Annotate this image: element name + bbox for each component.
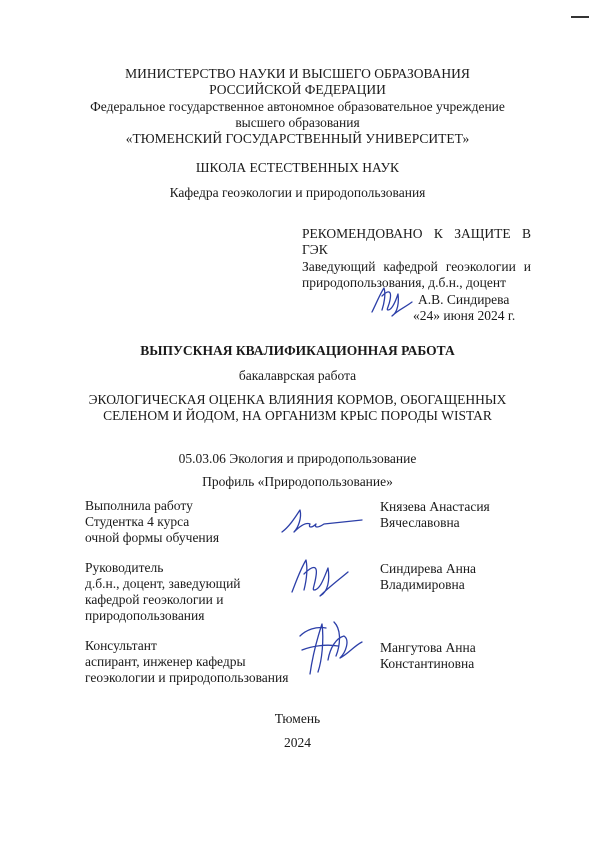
- person-2-name-line-2: Владимировна: [380, 577, 465, 592]
- supervisor-signature: [286, 552, 352, 598]
- work-subtype: бакалаврская работа: [238, 368, 357, 383]
- person-3-name-line-1: Мангутова Анна: [380, 640, 476, 655]
- person-3-role-line-3: геоэкологии и природопользования: [85, 670, 289, 685]
- ministry-line-2: РОССИЙСКОЙ ФЕДЕРАЦИИ: [209, 82, 386, 97]
- person-1-name-line-1: Князева Анастасия: [380, 499, 490, 514]
- approval-line-2: ГЭК: [302, 242, 328, 257]
- institution-line-2: высшего образования: [235, 115, 360, 130]
- year: 2024: [284, 735, 311, 750]
- program: 05.03.06 Экология и природопользование: [178, 451, 417, 466]
- person-3-role-line-1: Консультант: [85, 638, 157, 653]
- person-2-role-line-4: природопользования: [85, 608, 205, 623]
- approval-line-3: Заведующий кафедрой геоэкологии и: [302, 259, 531, 274]
- approval-name: А.В. Синдирева: [418, 292, 510, 307]
- work-title-line-2: СЕЛЕНОМ И ЙОДОМ, НА ОРГАНИЗМ КРЫС ПОРОДЫ WISTAR: [103, 408, 492, 423]
- person-1-role-line-1: Выполнила работу: [85, 498, 193, 513]
- city: Тюмень: [274, 711, 321, 726]
- person-1-role-line-2: Студентка 4 курса: [85, 514, 190, 529]
- consultant-signature: [292, 616, 372, 680]
- person-3-role-line-2: аспирант, инженер кафедры: [85, 654, 246, 669]
- person-3-name-line-2: Константиновна: [380, 656, 475, 671]
- person-1-name-line-2: Вячеславовна: [380, 515, 460, 530]
- profile: Профиль «Природопользование»: [202, 474, 393, 489]
- ministry-line-1: МИНИСТЕРСТВО НАУКИ И ВЫСШЕГО ОБРАЗОВАНИЯ: [125, 66, 470, 81]
- person-1-role-line-3: очной формы обучения: [85, 530, 220, 545]
- scan-edge-mark: [571, 16, 589, 18]
- person-2-role-line-3: кафедрой геоэкологии и: [85, 592, 224, 607]
- work-title-line-1: ЭКОЛОГИЧЕСКАЯ ОЦЕНКА ВЛИЯНИЯ КОРМОВ, ОБОГАЩЕННЫХ: [88, 392, 507, 407]
- student-signature: [278, 506, 364, 536]
- school-name: ШКОЛА ЕСТЕСТВЕННЫХ НАУК: [195, 160, 400, 175]
- person-2-name-line-1: Синдирева Анна: [380, 561, 477, 576]
- person-2-role-line-1: Руководитель: [85, 560, 164, 575]
- approval-signature: [368, 280, 418, 320]
- university-name: «ТЮМЕНСКИЙ ГОСУДАРСТВЕННЫЙ УНИВЕРСИТЕТ»: [125, 131, 470, 146]
- work-type: ВЫПУСКНАЯ КВАЛИФИКАЦИОННАЯ РАБОТА: [140, 343, 455, 358]
- approval-line-4: природопользования, д.б.н., доцент: [302, 275, 507, 290]
- person-2-role-line-2: д.б.н., доцент, заведующий: [85, 576, 241, 591]
- department-name: Кафедра геоэкологии и природопользования: [169, 185, 426, 200]
- approval-line-1: РЕКОМЕНДОВАНО К ЗАЩИТЕ В: [302, 226, 531, 241]
- approval-date: «24» июня 2024 г.: [413, 308, 516, 323]
- institution-line-1: Федеральное государственное автономное образовательное учреждение: [90, 99, 505, 114]
